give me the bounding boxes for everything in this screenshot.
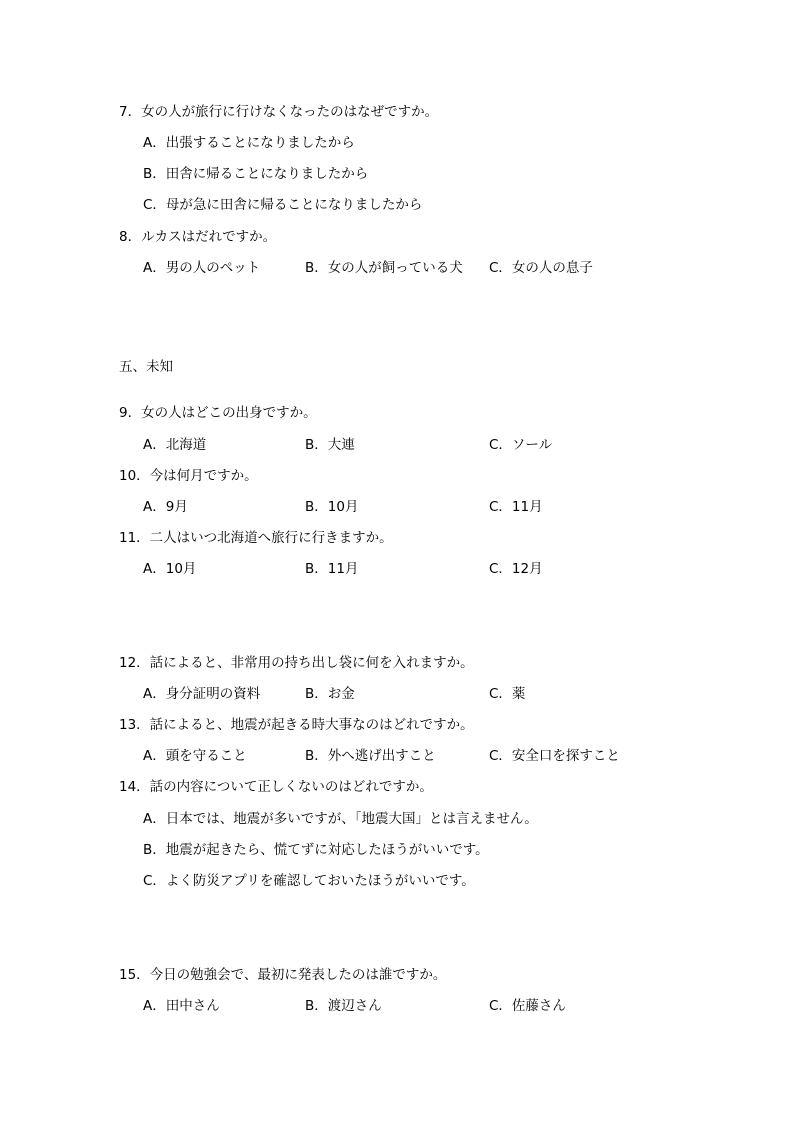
q15-option-a: A．田中さん bbox=[143, 998, 220, 1014]
q9-option-c: C．ソール bbox=[489, 437, 553, 453]
question-15: 15．今日の勉強会で、最初に発表したのは誰ですか。 bbox=[119, 967, 447, 983]
q10-option-c: C．11月 bbox=[489, 499, 543, 515]
section-heading: 五、未知 bbox=[119, 359, 173, 375]
q7-option-c: C．母が急に田舎に帰ることになりましたから bbox=[143, 197, 423, 213]
q12-option-a: A．身分証明の資料 bbox=[143, 686, 261, 702]
q11-option-a: A．10月 bbox=[143, 561, 197, 577]
q13-option-b: B．外へ逃げ出すこと bbox=[305, 748, 436, 764]
q15-option-c: C．佐藤さん bbox=[489, 998, 566, 1014]
q7-option-b: B．田舎に帰ることになりましたから bbox=[143, 166, 369, 182]
question-8: 8．ルカスはだれですか。 bbox=[119, 229, 277, 245]
q10-option-a: A．9月 bbox=[143, 499, 188, 515]
q10-option-b: B．10月 bbox=[305, 499, 359, 515]
q12-option-b: B．お金 bbox=[305, 686, 355, 702]
q8-option-c: C．女の人の息子 bbox=[489, 260, 593, 276]
q14-option-b: B．地震が起きたら、慌てずに対応したほうがいいです。 bbox=[143, 842, 489, 858]
question-12: 12．話によると、非常用の持ち出し袋に何を入れますか。 bbox=[119, 655, 474, 671]
q14-option-c: C．よく防災アプリを確認しておいたほうがいいです。 bbox=[143, 873, 475, 889]
q9-option-a: A．北海道 bbox=[143, 437, 207, 453]
q14-option-a: A．日本では、地震が多いですが、「地震大国」とは言えません。 bbox=[143, 811, 538, 827]
q8-option-b: B．女の人が飼っている犬 bbox=[305, 260, 463, 276]
question-14: 14．話の内容について正しくないのはどれですか。 bbox=[119, 779, 433, 795]
question-10: 10．今は何月ですか。 bbox=[119, 468, 258, 484]
q13-option-a: A．頭を守ること bbox=[143, 748, 247, 764]
question-9: 9．女の人はどこの出身ですか。 bbox=[119, 405, 317, 421]
q8-option-a: A．男の人のペット bbox=[143, 260, 261, 276]
question-13: 13．話によると、地震が起きる時大事なのはどれですか。 bbox=[119, 717, 474, 733]
question-11: 11．二人はいつ北海道へ旅行に行きますか。 bbox=[119, 530, 393, 546]
q12-option-c: C．薬 bbox=[489, 686, 526, 702]
q11-option-b: B．11月 bbox=[305, 561, 359, 577]
q9-option-b: B．大連 bbox=[305, 437, 355, 453]
q13-option-c: C．安全口を探すこと bbox=[489, 748, 620, 764]
q15-option-b: B．渡辺さん bbox=[305, 998, 382, 1014]
question-7: 7．女の人が旅行に行けなくなったのはなぜですか。 bbox=[119, 104, 439, 120]
q11-option-c: C．12月 bbox=[489, 561, 543, 577]
q7-option-a: A．出張することになりましたから bbox=[143, 135, 355, 151]
